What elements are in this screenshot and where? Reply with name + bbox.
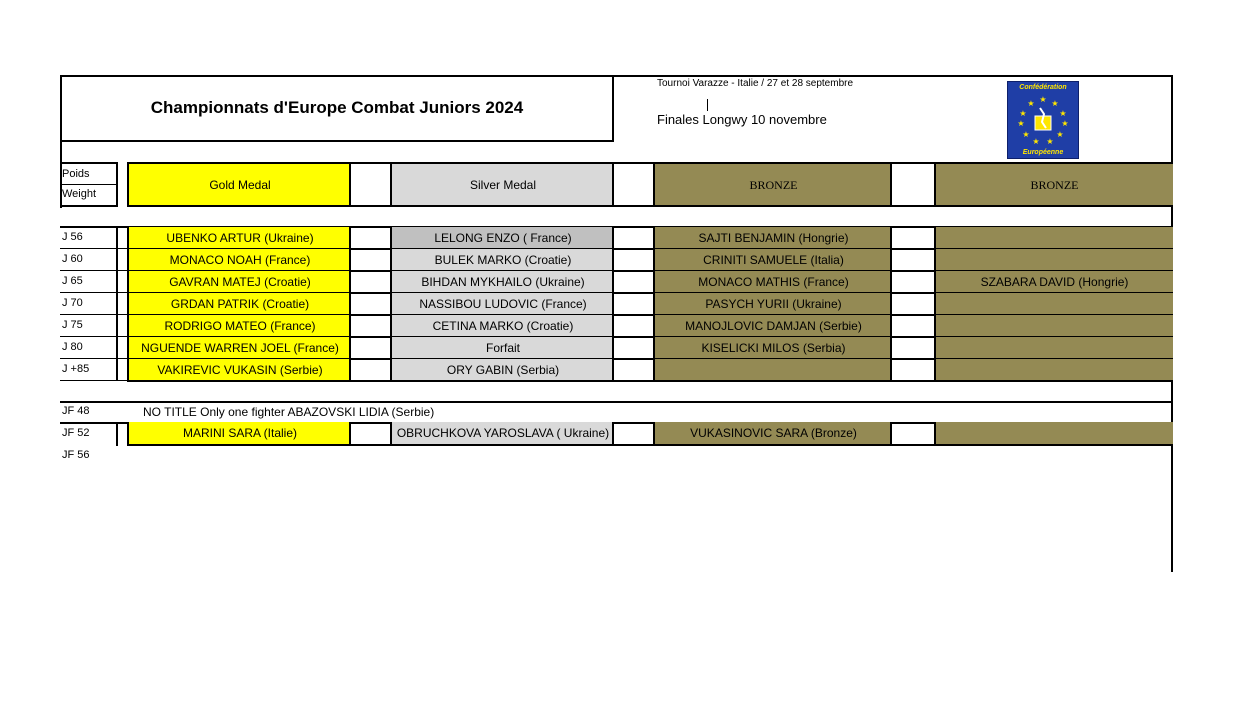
- weight-divider: [116, 249, 118, 271]
- cell-gold: VAKIREVIC VUKASIN (Serbie): [127, 359, 351, 382]
- logo-star-ring-icon: [1013, 94, 1073, 146]
- cell-bronze2: [934, 293, 1173, 316]
- tournoi-info: Tournoi Varazze - Italie / 27 et 28 septembre: [657, 78, 854, 89]
- jf52-gold-spacer: [349, 422, 392, 446]
- finales-info: Finales Longwy 10 novembre: [657, 112, 827, 127]
- jf48-weight: JF 48: [62, 405, 90, 417]
- svg-text:★: ★: [1032, 137, 1040, 146]
- jf52-weight: JF 52: [62, 427, 90, 439]
- cell-bronze1: PASYCH YURII (Ukraine): [653, 293, 892, 316]
- svg-text:★: ★: [1039, 95, 1047, 104]
- row-weight: J 70: [62, 297, 83, 309]
- jf52-silver: OBRUCHKOVA YAROSLAVA ( Ukraine): [390, 422, 614, 446]
- spacer-cell: [612, 293, 655, 316]
- spacer-cell: [349, 249, 392, 272]
- row-weight: J 60: [62, 253, 83, 265]
- cell-gold: GAVRAN MATEJ (Croatie): [127, 271, 351, 294]
- cell-bronze1: [653, 359, 892, 382]
- spacer-cell: [890, 315, 936, 338]
- row-weight: J 65: [62, 275, 83, 287]
- svg-text:★: ★: [1059, 109, 1067, 118]
- weight-divider: [116, 337, 118, 359]
- spacer-cell: [349, 337, 392, 360]
- jf52-gold: MARINI SARA (Italie): [127, 422, 351, 446]
- cell-bronze2: [934, 359, 1173, 382]
- text-cursor-mark: [707, 99, 708, 111]
- weight-divider: [116, 359, 118, 381]
- cell-bronze1: SAJTI BENJAMIN (Hongrie): [653, 227, 892, 250]
- cell-bronze2: [934, 315, 1173, 338]
- spacer-cell: [890, 249, 936, 272]
- cell-silver: NASSIBOU LUDOVIC (France): [390, 293, 614, 316]
- svg-text:★: ★: [1046, 137, 1054, 146]
- weight-divider: [116, 315, 118, 337]
- cell-silver: BIHDAN MYKHAILO (Ukraine): [390, 271, 614, 294]
- cell-bronze2: [934, 337, 1173, 360]
- cell-silver: LELONG ENZO ( France): [390, 227, 614, 250]
- cell-bronze1: MANOJLOVIC DAMJAN (Serbie): [653, 315, 892, 338]
- silver-medal-header: Silver Medal: [390, 162, 614, 207]
- spacer-cell: [612, 315, 655, 338]
- cell-bronze2: [934, 227, 1173, 250]
- confederation-logo: [1007, 81, 1079, 159]
- cell-bronze2: [934, 249, 1173, 272]
- spacer-cell: [890, 359, 936, 382]
- svg-text:★: ★: [1022, 130, 1030, 139]
- jf52-silver-spacer: [612, 422, 655, 446]
- svg-text:★: ★: [1056, 130, 1064, 139]
- spacer-cell: [349, 227, 392, 250]
- cell-gold: RODRIGO MATEO (France): [127, 315, 351, 338]
- spacer-cell: [612, 359, 655, 382]
- weight-divider: [116, 271, 118, 293]
- jf56-weight: JF 56: [62, 449, 90, 461]
- cell-gold: MONACO NOAH (France): [127, 249, 351, 272]
- spacer-cell: [349, 271, 392, 294]
- weight-divider: [116, 227, 118, 249]
- bronze1-spacer-header: [890, 162, 936, 207]
- spacer-cell: [612, 227, 655, 250]
- row-weight: J +85: [62, 363, 90, 375]
- silver-spacer-header: [612, 162, 655, 207]
- spacer-cell: [349, 315, 392, 338]
- row-weight: J 80: [62, 341, 83, 353]
- cell-bronze2: SZABARA DAVID (Hongrie): [934, 271, 1173, 294]
- spacer-cell: [890, 293, 936, 316]
- spacer-cell: [612, 249, 655, 272]
- title-box-right-border: [612, 75, 614, 142]
- weight-divider: [116, 293, 118, 315]
- title-box-bottom-border: [60, 140, 614, 142]
- gold-medal-header: Gold Medal: [127, 162, 351, 207]
- weight-header-poids: Poids: [60, 162, 118, 185]
- page-title: Championnats d'Europe Combat Juniors 2024: [150, 98, 524, 117]
- cell-gold: NGUENDE WARREN JOEL (France): [127, 337, 351, 360]
- logo-top-text: Confédération: [1019, 84, 1067, 91]
- svg-text:★: ★: [1019, 109, 1027, 118]
- logo-bottom-text: Européenne: [1022, 149, 1064, 156]
- cell-silver: ORY GABIN (Serbia): [390, 359, 614, 382]
- weight-header-divider: [116, 162, 118, 207]
- jf52-bronze1-spacer: [890, 422, 936, 446]
- frame-top-border: [60, 75, 1173, 77]
- spacer-cell: [890, 337, 936, 360]
- row-weight: J 75: [62, 319, 83, 331]
- cell-silver: CETINA MARKO (Croatie): [390, 315, 614, 338]
- cell-bronze1: KISELICKI MILOS (Serbia): [653, 337, 892, 360]
- gold-spacer-header: [349, 162, 392, 207]
- cell-bronze1: MONACO MATHIS (France): [653, 271, 892, 294]
- bronze1-header: BRONZE: [653, 162, 892, 207]
- cell-gold: GRDAN PATRIK (Croatie): [127, 293, 351, 316]
- cell-silver: Forfait: [390, 337, 614, 360]
- jf-separator-line: [60, 401, 1173, 403]
- spacer-cell: [890, 227, 936, 250]
- cell-silver: BULEK MARKO (Croatie): [390, 249, 614, 272]
- spacer-cell: [890, 271, 936, 294]
- svg-text:★: ★: [1051, 99, 1059, 108]
- svg-text:★: ★: [1027, 99, 1035, 108]
- jf52-bronze1: VUKASINOVIC SARA (Bronze): [653, 422, 892, 446]
- spacer-cell: [612, 271, 655, 294]
- spacer-cell: [349, 293, 392, 316]
- weight-header-weight: Weight: [60, 184, 118, 207]
- cell-bronze1: CRINITI SAMUELE (Italia): [653, 249, 892, 272]
- jf48-note: NO TITLE Only one fighter ABAZOVSKI LIDIA (Serbie): [143, 405, 435, 419]
- cell-gold: UBENKO ARTUR (Ukraine): [127, 227, 351, 250]
- spacer-cell: [612, 337, 655, 360]
- bronze2-header: BRONZE: [934, 162, 1173, 207]
- svg-text:★: ★: [1017, 119, 1025, 128]
- jf52-weight-divider: [116, 422, 118, 446]
- svg-text:★: ★: [1061, 119, 1069, 128]
- jf52-bronze2: [934, 422, 1173, 446]
- spacer-cell: [349, 359, 392, 382]
- row-weight: J 56: [62, 231, 83, 243]
